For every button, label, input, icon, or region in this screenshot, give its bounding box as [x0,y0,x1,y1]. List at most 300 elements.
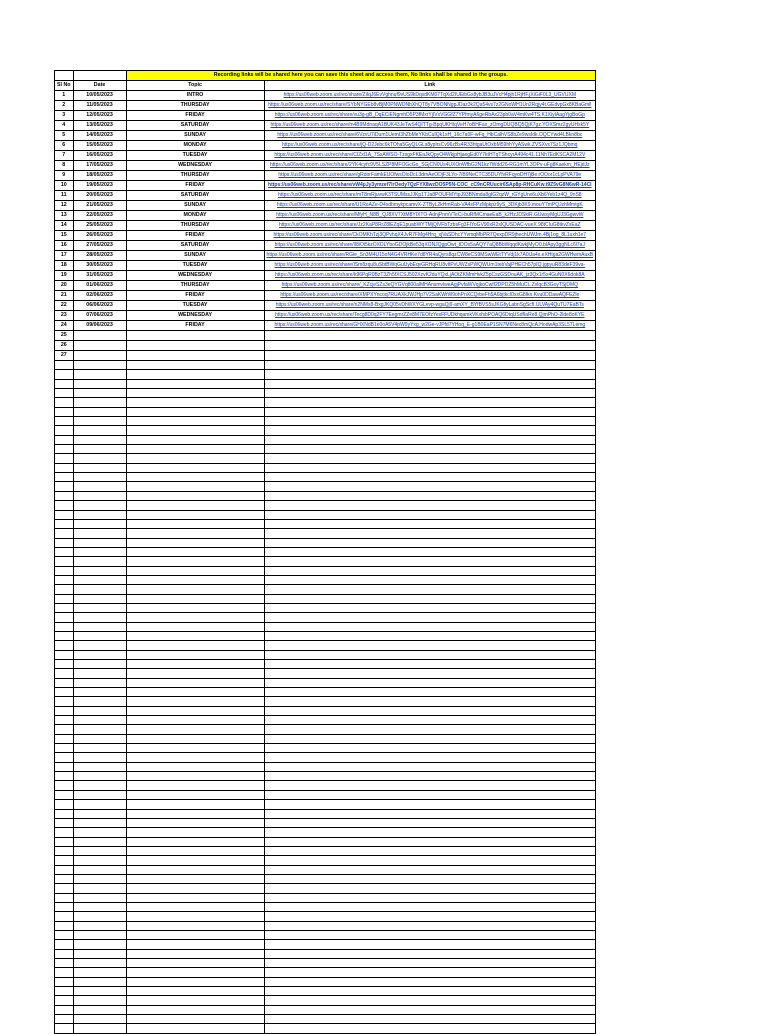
link-cell[interactable] [264,398,596,407]
date-cell[interactable] [73,594,126,603]
link-cell[interactable] [264,706,596,715]
date-cell[interactable] [73,716,126,725]
link-cell[interactable] [264,678,596,687]
link-cell[interactable] [264,417,596,426]
slno-cell[interactable] [55,1015,74,1024]
link-cell[interactable] [264,725,596,734]
slno-cell[interactable] [55,809,74,818]
link-cell[interactable] [264,454,596,463]
date-cell[interactable] [73,912,126,921]
date-cell[interactable] [73,753,126,762]
slno-cell[interactable] [55,781,74,790]
slno-cell[interactable] [55,398,74,407]
link-cell[interactable] [264,613,596,622]
slno-cell[interactable] [55,744,74,753]
topic-cell[interactable] [126,641,264,650]
link-cell[interactable] [264,603,596,612]
topic-cell[interactable] [126,725,264,734]
date-cell[interactable] [73,650,126,659]
topic-cell[interactable] [126,594,264,603]
slno-cell[interactable] [55,921,74,930]
link-cell[interactable] [264,996,596,1005]
topic-cell[interactable] [126,454,264,463]
date-cell[interactable] [73,800,126,809]
slno-cell[interactable] [55,370,74,379]
topic-cell[interactable] [126,996,264,1005]
link-cell[interactable] [264,407,596,416]
slno-cell[interactable] [55,716,74,725]
link-cell[interactable] [264,538,596,547]
date-cell[interactable] [73,529,126,538]
topic-cell[interactable] [126,912,264,921]
link-cell[interactable]: https://us06web.zoom.us/rec/share/gRdorFamkEUOfwsOloDcL3dmAeODjF3LYo-7iB9NeCTC35DUYfvRFqyoDH7jBe.rOOor1cLpPVA79e [264,171,596,181]
date-cell[interactable] [73,575,126,584]
link-cell[interactable] [264,940,596,949]
link-cell[interactable]: https://us06web.zoom.us/rec/share/CIZxl1A_7SsAWSO-TzsgxFKEaJkQpyO4WkjpHjaegEd0Y7ktHTqTShcyrA494c41.11Nh7EdKSCA2M12V [264,151,596,161]
topic-cell[interactable] [126,959,264,968]
link-cell[interactable] [264,762,596,771]
slno-cell[interactable] [55,566,74,575]
link-cell[interactable] [264,547,596,556]
slno-cell[interactable] [55,930,74,939]
link-cell[interactable]: https://us06web.zoom.us/rec/share/MfyH_N8B_QJ8XV7XtM8YIXTO-AdnjPnmVTeCi-buRfMCmaeEaB_k2HzJDSkiR.GUwsyMgUJ3GgwvW [264,211,596,221]
topic-cell[interactable] [126,650,264,659]
slno-cell[interactable] [55,996,74,1005]
slno-cell[interactable] [55,650,74,659]
date-cell[interactable] [73,902,126,911]
date-cell[interactable] [73,856,126,865]
link-cell[interactable]: https://us06web.zoom.us/rec/share/U1RoAZe-D4xdbmykpcamvX-ZTByL2kHmRab-VA4xFPzMpkpz9yS_3DKjb3K9.mouY7mPQJzhMmtgK [264,201,596,211]
link-cell[interactable] [264,959,596,968]
date-cell[interactable] [73,603,126,612]
date-cell[interactable] [73,688,126,697]
topic-cell[interactable] [126,547,264,556]
slno-cell[interactable] [55,435,74,444]
date-cell[interactable] [73,407,126,416]
link-cell[interactable] [264,519,596,528]
topic-cell[interactable] [126,809,264,818]
date-cell[interactable] [73,837,126,846]
slno-cell[interactable] [55,902,74,911]
link-cell[interactable] [264,912,596,921]
topic-cell[interactable] [126,921,264,930]
slno-cell[interactable] [55,912,74,921]
link-cell[interactable] [264,884,596,893]
topic-cell[interactable] [126,389,264,398]
link-cell[interactable] [264,510,596,519]
topic-cell[interactable] [126,585,264,594]
link-cell[interactable] [264,501,596,510]
topic-cell[interactable] [126,837,264,846]
link-cell[interactable] [264,435,596,444]
topic-cell[interactable] [126,510,264,519]
date-cell[interactable] [73,1024,126,1033]
date-cell[interactable] [73,874,126,883]
date-cell[interactable] [73,706,126,715]
link-cell[interactable] [264,828,596,837]
date-cell[interactable] [73,351,126,361]
date-cell[interactable] [73,1005,126,1014]
topic-cell[interactable] [126,940,264,949]
link-cell[interactable] [264,697,596,706]
topic-cell[interactable] [126,1015,264,1024]
topic-cell[interactable] [126,473,264,482]
link-cell[interactable] [264,660,596,669]
slno-cell[interactable] [55,482,74,491]
topic-cell[interactable] [126,762,264,771]
slno-cell[interactable] [55,837,74,846]
topic-cell[interactable] [126,697,264,706]
link-cell[interactable] [264,893,596,902]
link-cell[interactable] [264,800,596,809]
date-cell[interactable] [73,501,126,510]
slno-cell[interactable] [55,865,74,874]
link-cell[interactable] [264,837,596,846]
date-cell[interactable] [73,809,126,818]
banner-spacer-cell[interactable] [73,71,126,81]
link-cell[interactable]: https://us06web.zoom.us/rec/share/6VzvU7iDum1UemI3hZbMeYKbCuIQk1xH_16c7a0F-wFq_HbCalhVS8bZe9wsIdk.OQCYwd4LBkn8bc [264,131,596,141]
topic-cell[interactable] [126,398,264,407]
slno-cell[interactable] [55,538,74,547]
slno-cell[interactable] [55,940,74,949]
link-cell[interactable]: https://us06web.zoom.us/rec/share/Tecg8D0q2FY7EegmrZZe8M7EOfzYexFFUDkhqamkVKxfsbPOAQ6DtqUSdfIaRe8.QjmPhO-2lde8oKYE [264,311,596,321]
date-cell[interactable] [73,949,126,958]
topic-cell[interactable] [126,575,264,584]
slno-cell[interactable] [55,389,74,398]
link-cell[interactable] [264,744,596,753]
date-cell[interactable] [73,781,126,790]
slno-cell[interactable] [55,1005,74,1014]
link-cell[interactable]: https://us06web.zoom.us/rec/share/n2NMs8-BxgJKQ05vDhWXYGLevp-wgaQj9-amXY_BYfBVS5sJKGfiyLabnSgScfI.ULVAy4QuTU7EaBTs [264,301,596,311]
date-cell[interactable] [73,818,126,827]
link-cell[interactable]: https://us06web.zoom.us/rec/share/lI8iOi5kzOXDLYboGDOjkBe53qXONJQgpOwt_tDOx5aAQY7aQ8BbWqqdKwkjMyO0.bIApy3ggNLc6l7aJ [264,241,596,251]
topic-cell[interactable] [126,902,264,911]
slno-cell[interactable] [55,407,74,416]
link-cell[interactable] [264,930,596,939]
date-cell[interactable] [73,846,126,855]
topic-cell[interactable] [126,753,264,762]
slno-cell[interactable] [55,734,74,743]
date-cell[interactable] [73,697,126,706]
date-cell[interactable] [73,790,126,799]
slno-cell[interactable] [55,529,74,538]
link-cell[interactable] [264,379,596,388]
link-cell[interactable] [264,491,596,500]
link-cell[interactable] [264,902,596,911]
topic-cell[interactable] [126,351,264,361]
link-cell[interactable] [264,921,596,930]
topic-cell[interactable] [126,491,264,500]
slno-cell[interactable] [55,622,74,631]
slno-cell[interactable] [55,818,74,827]
link-cell[interactable] [264,1015,596,1024]
slno-cell[interactable] [55,762,74,771]
link-cell[interactable]: https://us06web.zoom.us/rec/share/ZiIqJ6EvVghnuf9vUS9kDqxdKM07TqXd2IUEibGx8ybJB3uJVcH4pjh1RjHF.jXiGiF0L3_UGVUXM [264,91,596,101]
link-cell[interactable] [264,331,596,341]
date-cell[interactable] [73,725,126,734]
topic-cell[interactable] [126,893,264,902]
slno-cell[interactable] [55,678,74,687]
date-cell[interactable] [73,398,126,407]
topic-cell[interactable] [126,772,264,781]
slno-cell[interactable] [55,884,74,893]
topic-cell[interactable] [126,566,264,575]
slno-cell[interactable] [55,987,74,996]
topic-cell[interactable] [126,968,264,977]
link-cell[interactable] [264,426,596,435]
link-cell[interactable]: https://us06web.zoom.us/rec/share/Jz2KaP8RrZ8lEZqE1puabWYTMjQlVFbTzbsFg3FIYoGV90xR2sIQUSDAC-vueX.98tCIuG8tkvZxEaZ [264,221,596,231]
slno-cell[interactable] [55,959,74,968]
date-cell[interactable] [73,977,126,986]
slno-cell[interactable] [55,660,74,669]
link-cell[interactable] [264,977,596,986]
slno-cell[interactable] [55,706,74,715]
link-cell[interactable] [264,818,596,827]
link-cell[interactable] [264,790,596,799]
slno-cell[interactable] [55,547,74,556]
topic-cell[interactable] [126,370,264,379]
slno-cell[interactable] [55,641,74,650]
link-cell[interactable]: https://us06web.zoom.us/rec/share/GHXNdB1e0oA5V4pW9yYxg_w2Ge-vJPfd7YHoq_E-g1B0EaP1SN7M6Nec8mQcA.HodwAp3SL57Lemg [264,321,596,331]
date-cell[interactable] [73,930,126,939]
date-cell[interactable] [73,538,126,547]
date-cell[interactable] [73,463,126,472]
slno-cell[interactable] [55,613,74,622]
slno-cell[interactable] [55,426,74,435]
link-cell[interactable] [264,631,596,640]
topic-cell[interactable] [126,669,264,678]
slno-cell[interactable] [55,893,74,902]
link-cell[interactable] [264,370,596,379]
link-cell[interactable]: https://us06web.zoom.us/rec/share/SYbNYGEb8vBjM0PNWDNbXhQT8y7VBONNgpJDaz3k2Qa54vs7z2GNoWH1Un2Rqjy4t.GEdvpGx8KBaGmll [264,101,596,111]
date-cell[interactable] [73,921,126,930]
link-cell[interactable] [264,968,596,977]
link-cell[interactable] [264,361,596,370]
topic-cell[interactable] [126,744,264,753]
link-cell[interactable] [264,594,596,603]
date-cell[interactable] [73,744,126,753]
link-cell[interactable] [264,716,596,725]
slno-cell[interactable] [55,463,74,472]
date-cell[interactable] [73,828,126,837]
link-cell[interactable] [264,987,596,996]
date-cell[interactable] [73,959,126,968]
slno-cell[interactable] [55,519,74,528]
date-cell[interactable] [73,379,126,388]
topic-cell[interactable] [126,884,264,893]
date-cell[interactable] [73,734,126,743]
topic-cell[interactable] [126,818,264,827]
topic-cell[interactable] [126,987,264,996]
date-cell[interactable] [73,940,126,949]
link-cell[interactable] [264,1024,596,1033]
date-cell[interactable] [73,491,126,500]
date-cell[interactable] [73,772,126,781]
slno-cell[interactable] [55,417,74,426]
topic-cell[interactable] [126,529,264,538]
link-cell[interactable] [264,1005,596,1014]
link-cell[interactable] [264,781,596,790]
topic-cell[interactable] [126,435,264,444]
link-cell[interactable]: https://us06web.zoom.us/rec/share/_KZcjeSZs3eQYGVq800alMHAnsmvlweAgjPvfaWVqjkoCwfI2DPDZ5hMuCL.ZvlqcB3GoyTSjDMQ [264,281,596,291]
topic-cell[interactable] [126,1005,264,1014]
topic-cell[interactable] [126,417,264,426]
date-cell[interactable] [73,435,126,444]
topic-cell[interactable] [126,930,264,939]
topic-cell[interactable] [126,482,264,491]
date-cell[interactable] [73,547,126,556]
date-cell[interactable] [73,669,126,678]
slno-cell[interactable] [55,1024,74,1033]
date-cell[interactable] [73,417,126,426]
link-cell[interactable] [264,482,596,491]
link-cell[interactable] [264,949,596,958]
slno-cell[interactable] [55,790,74,799]
date-cell[interactable] [73,968,126,977]
link-cell[interactable]: https://us06web.zoom.us/rec/share/XMPXYncoq7RUAXkJWJHp7V2SaKWrW9ohPnXCQrbeFh5A6bjtkcI0xxG8Ikn.Kvu0DDawAQFEZle [264,291,596,301]
slno-cell[interactable] [55,603,74,612]
date-cell[interactable] [73,341,126,351]
slno-cell[interactable] [55,454,74,463]
topic-cell[interactable] [126,379,264,388]
topic-cell[interactable] [126,603,264,612]
slno-cell[interactable] [55,874,74,883]
link-cell[interactable] [264,622,596,631]
date-cell[interactable] [73,641,126,650]
link-cell[interactable] [264,557,596,566]
link-cell[interactable] [264,585,596,594]
topic-cell[interactable] [126,688,264,697]
link-cell[interactable] [264,351,596,361]
slno-cell[interactable] [55,772,74,781]
topic-cell[interactable] [126,331,264,341]
date-cell[interactable] [73,454,126,463]
slno-cell[interactable] [55,800,74,809]
link-cell[interactable] [264,566,596,575]
date-cell[interactable] [73,762,126,771]
slno-cell[interactable] [55,968,74,977]
slno-cell[interactable] [55,669,74,678]
slno-cell[interactable] [55,949,74,958]
date-cell[interactable] [73,660,126,669]
date-cell[interactable] [73,1015,126,1024]
topic-cell[interactable] [126,463,264,472]
slno-cell[interactable] [55,697,74,706]
date-cell[interactable] [73,482,126,491]
link-cell[interactable]: https://us06web.zoom.us/rec/share/RGie_Sn3M4U15oN4G4VRHKe7d8YR4aQyrs8qzCW8eCS9MSwWEtTYVdj1k7A0iJa4x.eXHtga2GWHwmAuxB [264,251,596,261]
topic-cell[interactable] [126,865,264,874]
date-cell[interactable] [73,445,126,454]
date-cell[interactable] [73,510,126,519]
link-cell[interactable] [264,734,596,743]
slno-cell[interactable] [55,379,74,388]
link-cell[interactable] [264,865,596,874]
date-cell[interactable] [73,987,126,996]
date-cell[interactable] [73,566,126,575]
date-cell[interactable] [73,361,126,370]
slno-cell[interactable] [55,594,74,603]
date-cell[interactable] [73,585,126,594]
topic-cell[interactable] [126,856,264,865]
link-cell[interactable] [264,772,596,781]
slno-cell[interactable] [55,557,74,566]
slno-cell[interactable] [55,631,74,640]
slno-cell[interactable] [55,510,74,519]
date-cell[interactable] [73,622,126,631]
link-cell[interactable] [264,846,596,855]
link-cell[interactable] [264,669,596,678]
link-cell[interactable] [264,445,596,454]
topic-cell[interactable] [126,519,264,528]
topic-cell[interactable] [126,445,264,454]
topic-cell[interactable] [126,622,264,631]
link-cell[interactable] [264,856,596,865]
link-cell[interactable] [264,874,596,883]
date-cell[interactable] [73,884,126,893]
topic-cell[interactable] [126,678,264,687]
date-cell[interactable] [73,370,126,379]
date-cell[interactable] [73,996,126,1005]
topic-cell[interactable] [126,426,264,435]
link-cell[interactable]: https://us06web.zoom.us/rec/share/vW4pJy3ymzef7lrOedy7QzFYX8wzDO5P5N-COC_cC9nCRUucir6SAp8p-RHCuKw.t9Z5vG8N6wR-14Cl [264,181,596,191]
topic-cell[interactable] [126,361,264,370]
slno-cell[interactable] [55,846,74,855]
link-cell[interactable] [264,650,596,659]
link-cell[interactable]: https://us06web.zoom.us/rec/share/jQ-D2Jebc6kTOha5GyQLGLs8yplrsCv96zBs4R33htgaUtOxbM59hhYyASwk.ZVSXvs7Sz1JQbmq [264,141,596,151]
link-cell[interactable] [264,389,596,398]
slno-cell[interactable] [55,725,74,734]
link-cell[interactable] [264,688,596,697]
topic-cell[interactable] [126,557,264,566]
link-cell[interactable] [264,473,596,482]
slno-cell[interactable] [55,445,74,454]
date-cell[interactable] [73,473,126,482]
slno-cell[interactable] [55,828,74,837]
slno-cell[interactable] [55,361,74,370]
link-cell[interactable]: https://us06web.zoom.us/rec/share/mT8mRjuvwK3TSUMssJJKp1TJa8POUFMYtpJ93BNmda8gIG2qzW_rGYgUnx6uXb6Yeb1z4Q_9nS8 [264,191,596,201]
topic-cell[interactable] [126,538,264,547]
topic-cell[interactable] [126,781,264,790]
date-cell[interactable] [73,331,126,341]
topic-cell[interactable] [126,846,264,855]
link-cell[interactable] [264,641,596,650]
topic-cell[interactable] [126,660,264,669]
link-cell[interactable] [264,341,596,351]
date-cell[interactable] [73,426,126,435]
date-cell[interactable] [73,631,126,640]
link-cell[interactable]: https://us06web.zoom.us/rec/share/vu3g-gB_DqECiENgmhD5P3fMxrYjIVxVGGfZ7YPfmyA6geRbAx23pb0aV4mKw4TS.K1XiyIAagYjgBoGp [264,111,596,121]
slno-cell[interactable] [55,575,74,584]
link-cell[interactable]: https://us06web.zoom.us/rec/share/k96PqR0BzT3Zh5fXCSJ502XzvK2duYQxLjAOtZKMmHvkZ5pCszGSDouAK_jz3Qx1r5x4GuN0X6dok8A [264,271,596,281]
topic-cell[interactable] [126,716,264,725]
slno-cell[interactable] [55,491,74,500]
topic-cell[interactable] [126,1024,264,1033]
link-cell[interactable]: https://us06web.zoom.us/rec/share/ISm8zqu8uSbtBWqGuUybEqvGRHqRU8vItPvUWZsPWQWUm1tebVajPHECh57pIQ.jgpyuR83deF39va- [264,261,596,271]
topic-cell[interactable] [126,790,264,799]
topic-cell[interactable] [126,977,264,986]
slno-cell[interactable] [55,473,74,482]
topic-cell[interactable] [126,800,264,809]
topic-cell[interactable] [126,949,264,958]
date-cell[interactable] [73,678,126,687]
link-cell[interactable] [264,809,596,818]
topic-cell[interactable] [126,734,264,743]
date-cell[interactable] [73,519,126,528]
date-cell[interactable] [73,613,126,622]
slno-cell[interactable] [55,856,74,865]
topic-cell[interactable] [126,706,264,715]
slno-cell[interactable] [55,688,74,697]
